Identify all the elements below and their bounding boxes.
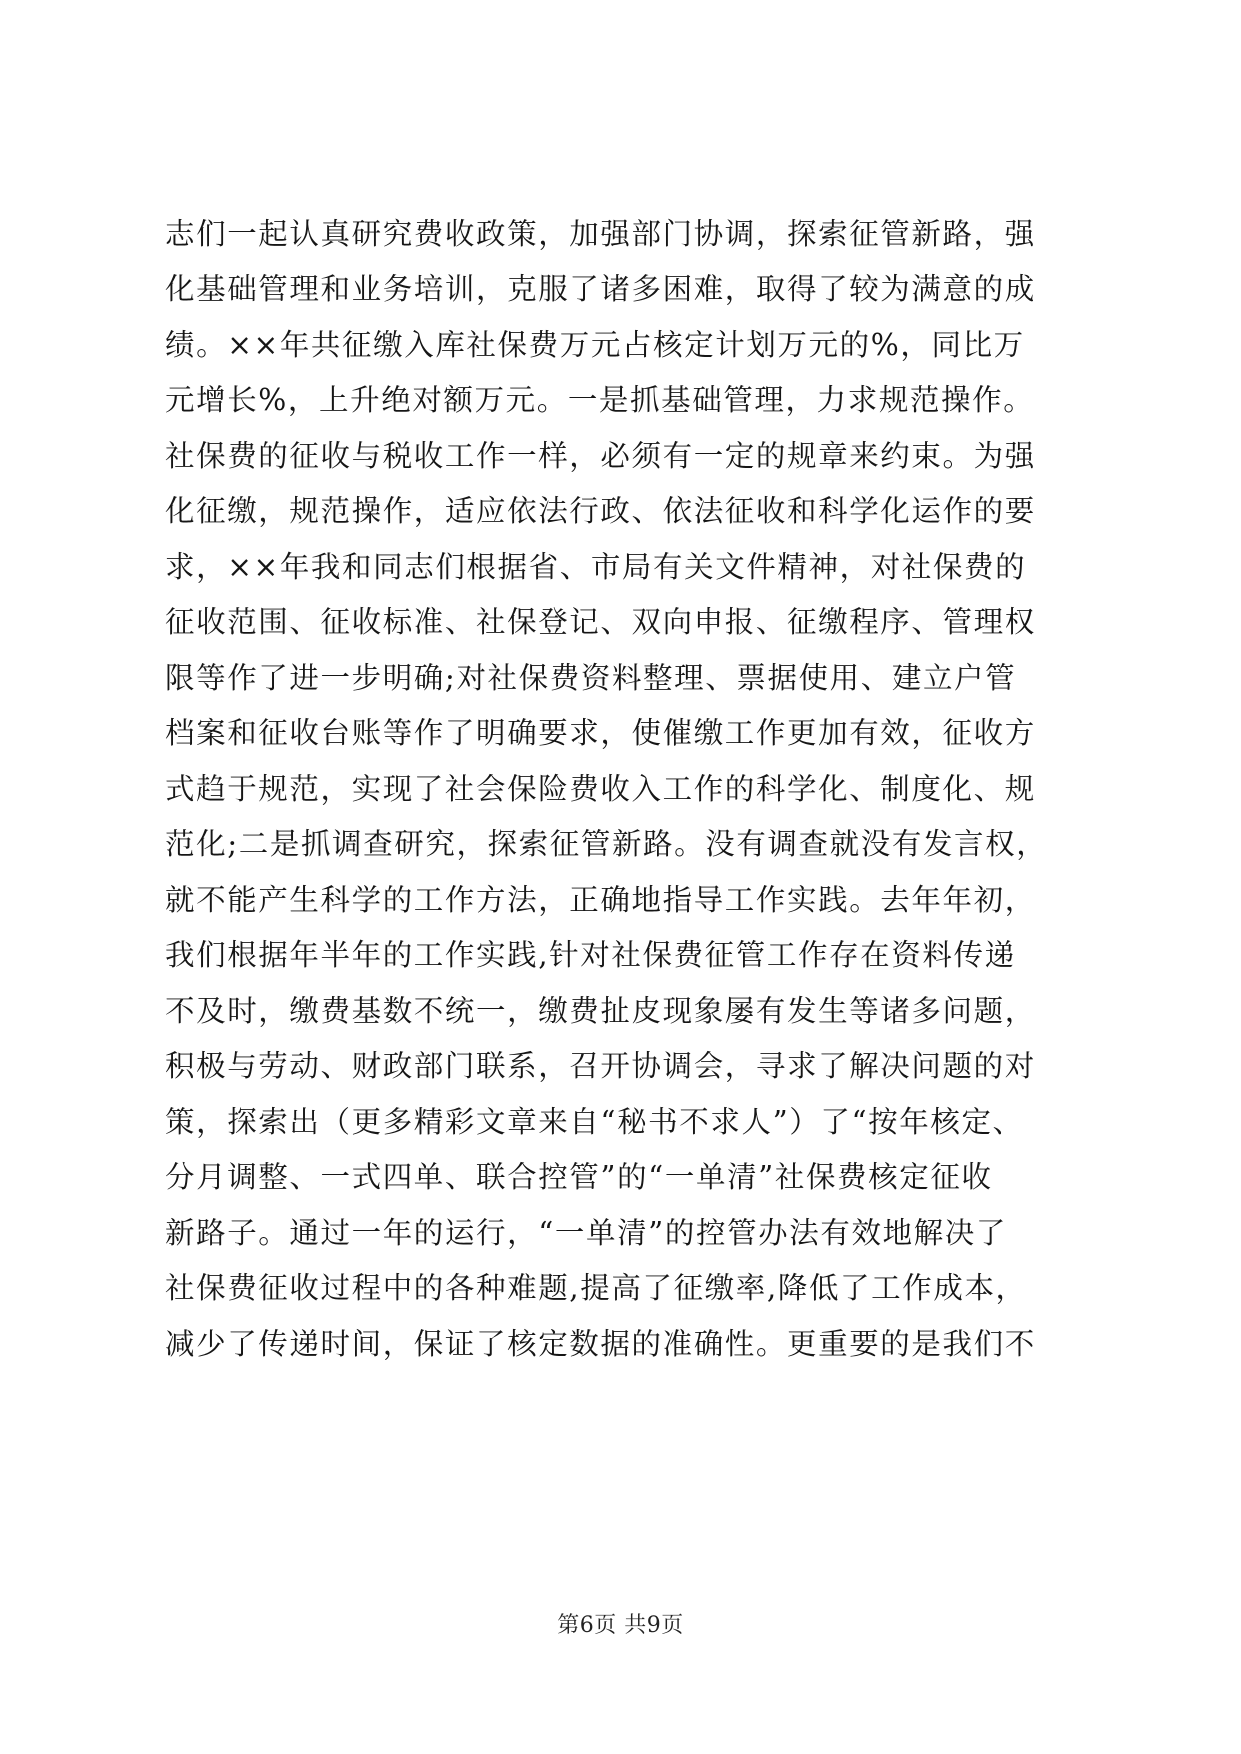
text-line: 限等作了进一步明确;对社保费资料整理、票据使用、建立户管: [165, 661, 1017, 695]
text-line: 我们根据年半年的工作实践,针对社保费征管工作存在资料传递: [165, 938, 1016, 972]
text-line: 元增长%，上升绝对额万元。一是抓基础管理，力求规范操作。: [165, 383, 1035, 417]
text-line: 化基础管理和业务培训，克服了诸多困难，取得了较为满意的成: [165, 272, 1036, 306]
text-line: 分月调整、一式四单、联合控管”的“一单清”社保费核定征收: [165, 1160, 993, 1194]
text-line: 策，探索出（更多精彩文章来自“秘书不求人”）了“按年核定、: [165, 1105, 1024, 1139]
text-line: 减少了传递时间，保证了核定数据的准确性。更重要的是我们不: [165, 1327, 1036, 1361]
text-line: 绩。××年共征缴入库社保费万元占核定计划万元的%，同比万: [165, 328, 1025, 362]
text-line: 就不能产生科学的工作方法，正确地指导工作实践。去年年初，: [165, 883, 1036, 917]
text-line: 社保费的征收与税收工作一样，必须有一定的规章来约束。为强: [165, 439, 1036, 473]
text-line: 积极与劳动、财政部门联系，召开协调会，寻求了解决问题的对: [165, 1049, 1036, 1083]
text-line: 征收范围、征收标准、社保登记、双向申报、征缴程序、管理权: [165, 605, 1036, 639]
text-line: 范化;二是抓调查研究，探索征管新路。没有调查就没有发言权，: [165, 827, 1048, 861]
text-line: 志们一起认真研究费收政策，加强部门协调，探索征管新路，强: [165, 217, 1036, 251]
text-line: 化征缴，规范操作，适应依法行政、依法征收和科学化运作的要: [165, 494, 1036, 528]
text-line: 新路子。通过一年的运行，“一单清”的控管办法有效地解决了: [165, 1216, 1007, 1250]
text-line: 求，××年我和同志们根据省、市局有关文件精神，对社保费的: [165, 550, 1027, 584]
text-line: 社保费征收过程中的各种难题,提高了征缴率,降低了工作成本，: [165, 1271, 1027, 1305]
page-footer: [0, 1611, 1241, 1641]
text-line: 式趋于规范，实现了社会保险费收入工作的科学化、制度化、规: [165, 772, 1036, 806]
text-line: 档案和征收台账等作了明确要求，使催缴工作更加有效，征收方: [165, 716, 1036, 750]
page-number: 第6页 共9页: [557, 1613, 684, 1638]
text-line: 不及时，缴费基数不统一，缴费扯皮现象屡有发生等诸多问题，: [165, 994, 1036, 1028]
